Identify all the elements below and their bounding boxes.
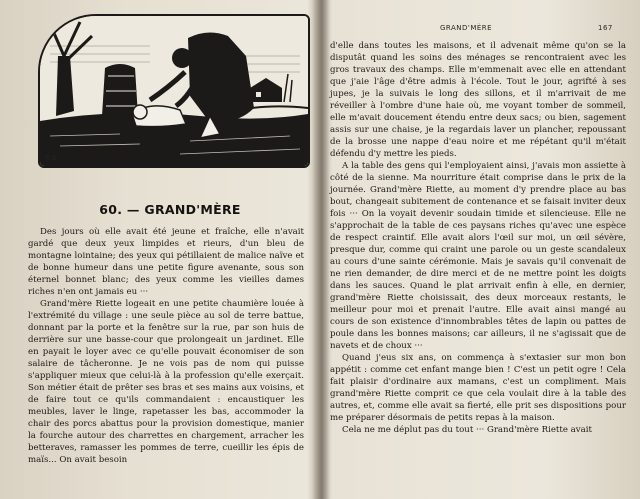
running-title: GRAND'MÈRE (440, 24, 493, 32)
paragraph: d'elle dans toutes les maisons, et il advenait même qu'on se la disputât quand les soins des ménages se rencontraient avec les gros travaux des champs. Elle m'emmenait avec elle en attendant que j'aie l'âge d'être admis à l'école. Tout le jour, agrifté à ses jupes, je la suivais le long des sillons, et il m'arrivait de me réveiller à l'ombre d'une haie où, me voyant tomber de sommeil, elle m'avait doucement étendu entre deux sacs; ou bien, sagement assis sur une chaise, je la regardais laver un plancher, repoussant de la brosse une nappe d'eau noire et me répétant qu'il m'était défendu d'y mettre les pieds. (330, 41, 626, 159)
left-page-text (28, 226, 304, 466)
paragraph: Des jours où elle avait été jeune et fraîche, elle n'avait gardé que deux yeux limpides et rieurs, d'un bleu de montagne lointaine; des yeux qui pétillaient de malice naïve et de bonne humeur dans une petite figure avenante, sous son éternel bonnet blanc; des yeux comme les vieilles dames riches n'en ont jamais eu ··· (28, 227, 304, 297)
right-page (322, 0, 640, 499)
woodcut-illustration (38, 14, 310, 168)
chapter-title: 60. — GRAND'MÈRE (99, 202, 241, 217)
paragraph: Cela ne me déplut pas du tout ··· Grand'mère Riette avait (342, 425, 592, 435)
paragraph: Grand'mère Riette logeait en une petite chaumière louée à l'extrémité du village : une seule pièce au sol de terre battue, donnant par la porte et la fenêtre sur la rue, par son huis de derrière sur une basse-cour que prolongeait un jardinet. Elle en payait le loyer avec ce qu'elle pouvait économiser de son salaire de tâcheronne. Je ne vois pas de nom qui puisse s'appliquer mieux que celui-là à la profession qu'elle exerçait. Son métier était de prêter ses bras et ses mains aux voisins, et de faire tout ce qu'ils commandaient : encaustiquer les meubles, laver le linge, rapetasser les bas, accommoder la chair des porcs abattus pour la provision domestique, manier la fourche autour des charrettes en chargement, arracher les betteraves, ramasser les pommes de terre, cueillir les épis de maïs... On avait besoin (28, 299, 304, 465)
right-page-text (330, 40, 626, 436)
paragraph: Quand j'eus six ans, on commença à s'extasier sur mon bon appétit : comme cet enfant mange bien ! C'est un petit ogre ! Cela fait plaisir d'ordinaire aux mamans, c'est un compliment. Mais grand'mère Riette comprit ce que cela voulait dire à la table des autres, et, comme elle avait sa fierté, elle prit ses dispositions pour me préparer désormais de petits repas à la maison. (330, 353, 626, 423)
grandmother-woodcut-image (40, 16, 308, 166)
page-number: 167 (598, 24, 613, 32)
illustrator-signature: R.B. (45, 154, 59, 162)
paragraph: A la table des gens qui l'employaient ainsi, j'avais mon assiette à côté de la sienne. Ma nourriture était comprise dans le prix de la journée. Grand'mère Riette, au moment d'y prendre place au bas bout, changeait subitement de contenance et se faisait inviter deux fois ··· On la voyait devenir soudain timide et silencieuse. Elle ne s'approchait de la table de ces paysans riches qu'avec une espèce de respect craintif. Elle avait alors l'œil sur moi, un œil sévère, presque dur, comme qui craint une parole ou un geste scandaleux au cours d'une sainte cérémonie. Mais je savais qu'il convenait de ne rien demander, de dire merci et de ne mettre point les doigts dans les sauces. Quand le plat arrivait enfin à elle, en dernier, grand'mère Riette choisissait, des deux morceaux restants, le meilleur pour moi et prenait l'autre. Elle avait ainsi mangé au cours de son existence d'innombrables têtes de lapin ou pattes de poule dans les bonnes maisons; car ailleurs, il ne s'agissait que de navets et de choux ··· (330, 161, 626, 351)
